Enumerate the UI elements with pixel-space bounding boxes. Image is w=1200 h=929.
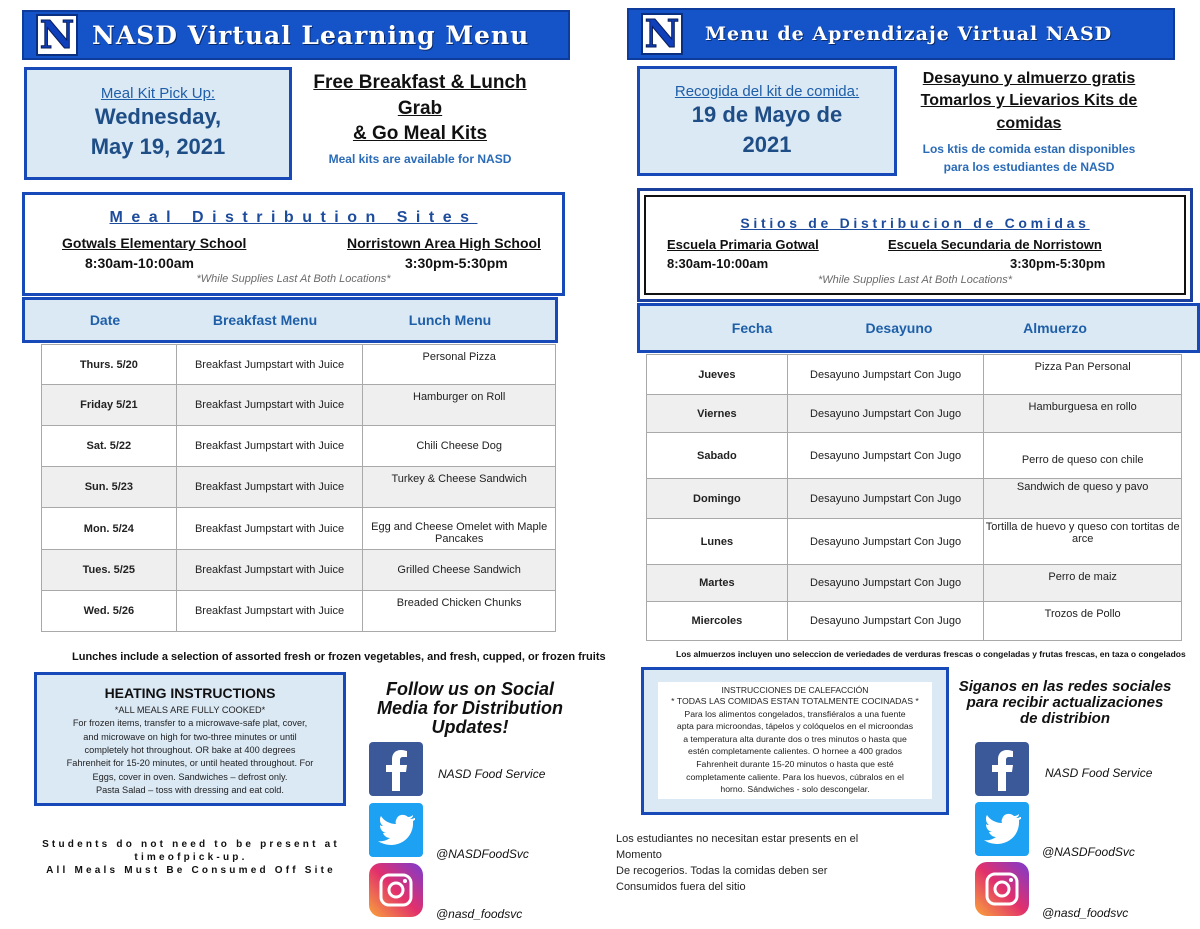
es-follow-line: para recibir actualizaciones	[966, 693, 1164, 711]
es-row-breakfast: Desayuno Jumpstart Con Jugo	[787, 479, 984, 519]
es-heating-inner	[658, 682, 932, 799]
es-heating-line: * TODAS LAS COMIDAS ESTAN TOTALMENTE COCINADAS *	[671, 696, 919, 706]
es-free-line3	[904, 113, 1154, 135]
en-follow-line: Follow us on Social	[385, 679, 554, 699]
es-row-breakfast: Desayuno Jumpstart Con Jugo	[787, 519, 984, 565]
es-follow-line: de distribion	[1020, 709, 1110, 727]
es-header-breakfast: Desayuno	[865, 320, 933, 336]
en-distribution-sites	[22, 192, 565, 296]
facebook-glyph	[987, 747, 1017, 791]
es-row-day: Jueves	[647, 355, 788, 395]
en-row-breakfast: Breakfast Jumpstart with Juice	[176, 385, 363, 426]
es-row-lunch: Hamburguesa en rollo	[984, 395, 1182, 433]
en-students-line: Students do not need to be present at	[42, 839, 340, 850]
es-students-line: De recogerios. Todas la comidas deben ser	[616, 864, 828, 877]
es-row-day: Martes	[647, 565, 788, 602]
es-row-breakfast: Desayuno Jumpstart Con Jugo	[787, 355, 984, 395]
table-row	[647, 395, 1182, 433]
es-heating-title: INSTRUCCIONES DE CALEFACCIÓN	[721, 685, 869, 695]
en-row-breakfast: Breakfast Jumpstart with Juice	[176, 550, 363, 591]
es-heating-line: Para los alimentos congelados, transfiéralos a una fuente	[684, 708, 906, 719]
en-row-lunch: Turkey & Cheese Sandwich	[363, 467, 556, 508]
es-follow-line: Siganos en las redes sociales	[958, 678, 1172, 695]
en-available-text: Meal kits are available for NASD	[328, 151, 512, 166]
es-title-banner	[627, 8, 1175, 60]
facebook-glyph	[381, 747, 411, 791]
es-row-day: Miercoles	[647, 602, 788, 641]
es-row-lunch: Perro de queso con chile	[984, 433, 1182, 479]
table-row	[42, 385, 556, 426]
en-site1-time: 8:30am-10:00am	[85, 255, 194, 271]
es-lunch-note: Los almuerzos incluyen uno seleccion de veriedades de verduras frescas o congeladas y frutas frescas, en taza o congelados	[676, 649, 1186, 659]
en-row-day: Friday 5/21	[42, 385, 177, 426]
es-distribution-sites	[637, 188, 1193, 302]
en-title-banner	[22, 10, 570, 60]
en-row-day: Wed. 5/26	[42, 591, 177, 632]
es-heating-line: a temperatura alta durante dos o tres minutos o hasta que	[683, 733, 907, 744]
en-heating-line: *ALL MEALS ARE FULLY COOKED*	[114, 705, 266, 715]
table-row	[647, 479, 1182, 519]
es-row-day: Domingo	[647, 479, 788, 519]
en-header-lunch: Lunch Menu	[408, 312, 492, 328]
table-row	[647, 565, 1182, 602]
twitter-glyph	[377, 814, 415, 846]
en-row-day: Thurs. 5/20	[42, 345, 177, 385]
en-follow-line: Media for Distribution	[377, 697, 563, 718]
en-students-note	[26, 838, 356, 877]
en-menu-table	[41, 344, 556, 632]
es-row-lunch: Trozos de Pollo	[984, 602, 1182, 641]
en-heating-body	[37, 704, 343, 797]
es-students-line: Momento	[616, 848, 662, 861]
instagram-icon[interactable]	[975, 862, 1029, 916]
es-heating-line: horno. Sándwiches - solo descongelar.	[720, 784, 870, 795]
es-pickup-date-line1: 19 de Mayo de	[691, 101, 843, 127]
en-pickup-label: Meal Kit Pick Up:	[100, 85, 216, 103]
en-heating-title: HEATING INSTRUCTIONS	[104, 685, 276, 701]
en-site2-time: 3:30pm-5:30pm	[405, 255, 508, 271]
en-row-lunch: Egg and Cheese Omelet with Maple Pancakes	[363, 508, 556, 550]
en-header-date: Date	[89, 312, 121, 328]
instagram-glyph	[378, 872, 414, 908]
es-row-breakfast: Desayuno Jumpstart Con Jugo	[787, 395, 984, 433]
es-row-day: Lunes	[647, 519, 788, 565]
es-row-lunch: Sandwich de queso y pavo	[984, 479, 1182, 519]
en-row-lunch: Personal Pizza	[363, 345, 556, 385]
en-free-meals-block	[300, 70, 540, 168]
es-page-title: Menu de Aprendizaje Virtual NASD	[705, 23, 1113, 45]
es-available-line1: Los ktis de comida estan disponibles	[922, 142, 1136, 157]
es-heating-box	[641, 667, 949, 815]
en-heating-line: Fahrenheit for 15-20 minutes, or until heated throughout. For	[66, 758, 314, 769]
es-site2-time: 3:30pm-5:30pm	[1010, 256, 1106, 271]
facebook-icon[interactable]	[975, 742, 1029, 796]
en-pickup-box	[24, 67, 292, 180]
en-row-lunch: Grilled Cheese Sandwich	[363, 550, 556, 591]
es-header-lunch: Almuerzo	[1023, 320, 1087, 336]
en-row-breakfast: Breakfast Jumpstart with Juice	[176, 426, 363, 467]
es-pickup-label: Recogida del kit de comida:	[674, 82, 860, 100]
en-heating-line: Eggs, cover in oven. Sandwiches – defrost only.	[92, 771, 288, 782]
en-students-line: All Meals Must Be Consumed Off Site	[46, 865, 336, 876]
es-row-day: Sabado	[647, 433, 788, 479]
en-page-title: NASD Virtual Learning Menu	[92, 20, 530, 50]
es-free-line3-text: comidas	[996, 114, 1062, 132]
es-row-breakfast: Desayuno Jumpstart Con Jugo	[787, 565, 984, 602]
es-heating-line: completamente caliente. Para los huevos, cúbralos en el	[686, 771, 904, 782]
nasd-logo: N	[641, 13, 683, 55]
es-free-line2	[904, 90, 1154, 112]
en-follow-us	[360, 680, 580, 737]
es-row-lunch: Tortilla de huevo y queso con tortitas de arce	[984, 519, 1182, 565]
es-menu-header	[637, 303, 1200, 353]
en-free-line1: Free Breakfast & Lunch	[313, 72, 527, 93]
es-available-line2: para los estudiantes de NASD	[943, 159, 1115, 174]
es-free-meals-block	[904, 68, 1154, 176]
twitter-icon[interactable]	[369, 803, 423, 857]
es-site1-time: 8:30am-10:00am	[667, 256, 769, 271]
table-row	[647, 602, 1182, 641]
table-row	[42, 345, 556, 385]
es-free-line2-text: Tomarlos y Lievarios Kits de	[920, 92, 1138, 110]
en-follow-line: Updates!	[431, 716, 509, 737]
facebook-icon[interactable]	[369, 742, 423, 796]
table-row	[42, 426, 556, 467]
es-facebook-handle[interactable]: NASD Food Service	[1045, 766, 1153, 780]
instagram-glyph	[984, 871, 1020, 907]
twitter-icon[interactable]	[975, 802, 1029, 856]
en-free-line2: Grab	[397, 97, 443, 119]
en-heating-line: and microwave on high for two-three minutes or until	[83, 731, 297, 742]
table-row	[42, 508, 556, 550]
es-heating-line: apta para microondas, tápelos y colóquelos en el microondas	[676, 721, 914, 732]
es-supplies-note: *While Supplies Last At Both Locations*	[817, 274, 1013, 286]
en-row-breakfast: Breakfast Jumpstart with Juice	[176, 467, 363, 508]
es-pickup-date-line2: 2021	[742, 131, 792, 157]
en-heating-line: Pasta Salad – toss with dressing and eat cold.	[96, 785, 284, 796]
es-row-breakfast: Desayuno Jumpstart Con Jugo	[787, 433, 984, 479]
es-menu-table	[646, 354, 1182, 641]
es-row-day: Viernes	[647, 395, 788, 433]
en-free-line3: & Go Meal Kits	[352, 123, 488, 145]
en-row-day: Sun. 5/23	[42, 467, 177, 508]
es-students-line: Los estudiantes no necesitan estar presents en el	[616, 833, 859, 845]
en-twitter-handle[interactable]: @NASDFoodSvc	[436, 847, 529, 861]
table-row	[42, 591, 556, 632]
table-row	[647, 433, 1182, 479]
nasd-logo: N	[36, 14, 78, 56]
en-site2-name: Norristown Area High School	[347, 235, 541, 251]
en-heating-line: completely hot throughout. OR bake at 400 degrees	[84, 745, 296, 756]
en-header-breakfast: Breakfast Menu	[212, 312, 318, 328]
en-row-lunch: Breaded Chicken Chunks	[363, 591, 556, 632]
en-row-breakfast: Breakfast Jumpstart with Juice	[176, 591, 363, 632]
en-menu-header	[22, 297, 558, 343]
en-sites-title: Meal Distribution Sites	[109, 209, 478, 226]
table-row	[42, 467, 556, 508]
en-row-lunch: Chili Cheese Dog	[363, 426, 556, 467]
en-row-day: Sat. 5/22	[42, 426, 177, 467]
en-row-day: Tues. 5/25	[42, 550, 177, 591]
es-free-line1-text: Desayuno y almuerzo gratis	[922, 70, 1136, 87]
es-twitter-handle[interactable]: @NASDFoodSvc	[1042, 845, 1135, 859]
es-heating-line: Fahrenheit durante 15-20 minutos o hasta que esté	[696, 759, 894, 770]
es-row-lunch: Pizza Pan Personal	[984, 355, 1182, 395]
es-row-breakfast: Desayuno Jumpstart Con Jugo	[787, 602, 984, 641]
table-row	[647, 519, 1182, 565]
es-sites-title: Sitios de Distribucion de Comidas	[740, 215, 1090, 231]
es-site2-name: Escuela Secundaria de Norristown	[888, 237, 1102, 252]
en-heating-box	[34, 672, 346, 806]
en-instagram-handle[interactable]: @nasd_foodsvc	[436, 907, 523, 921]
es-site1-name: Escuela Primaria Gotwal	[667, 237, 819, 252]
en-row-breakfast: Breakfast Jumpstart with Juice	[176, 345, 363, 385]
es-header-date: Fecha	[731, 320, 773, 336]
instagram-icon[interactable]	[369, 863, 423, 917]
en-supplies-note: *While Supplies Last At Both Locations*	[196, 273, 391, 285]
es-students-line: Consumidos fuera del sitio	[616, 880, 746, 893]
en-row-breakfast: Breakfast Jumpstart with Juice	[176, 508, 363, 550]
es-instagram-handle[interactable]: @nasd_foodsvc	[1042, 906, 1129, 920]
es-heating-line: estén completamente calientes. O hornee a 400 grados	[688, 746, 902, 757]
en-pickup-date-line2: May 19, 2021	[90, 134, 226, 159]
en-lunch-note: Lunches include a selection of assorted fresh or frozen vegetables, and fresh, cupped, or frozen fruits	[72, 651, 606, 663]
table-row	[42, 550, 556, 591]
twitter-glyph	[983, 813, 1021, 845]
es-row-lunch: Perro de maiz	[984, 565, 1182, 602]
en-facebook-handle[interactable]: NASD Food Service	[438, 767, 546, 781]
es-students-note	[616, 832, 916, 896]
es-free-line1	[904, 68, 1154, 90]
table-row	[647, 355, 1182, 395]
es-pickup-box	[637, 66, 897, 176]
en-site1-name: Gotwals Elementary School	[62, 235, 247, 251]
en-pickup-date-line1: Wednesday,	[94, 104, 222, 130]
es-heating-body	[661, 695, 929, 796]
en-students-line: timeofpick-up.	[134, 852, 248, 863]
en-row-day: Mon. 5/24	[42, 508, 177, 550]
en-heating-line: For frozen items, transfer to a microwave-safe plat, cover,	[72, 718, 308, 729]
es-follow-us	[948, 679, 1182, 726]
en-row-lunch: Hamburger on Roll	[363, 385, 556, 426]
